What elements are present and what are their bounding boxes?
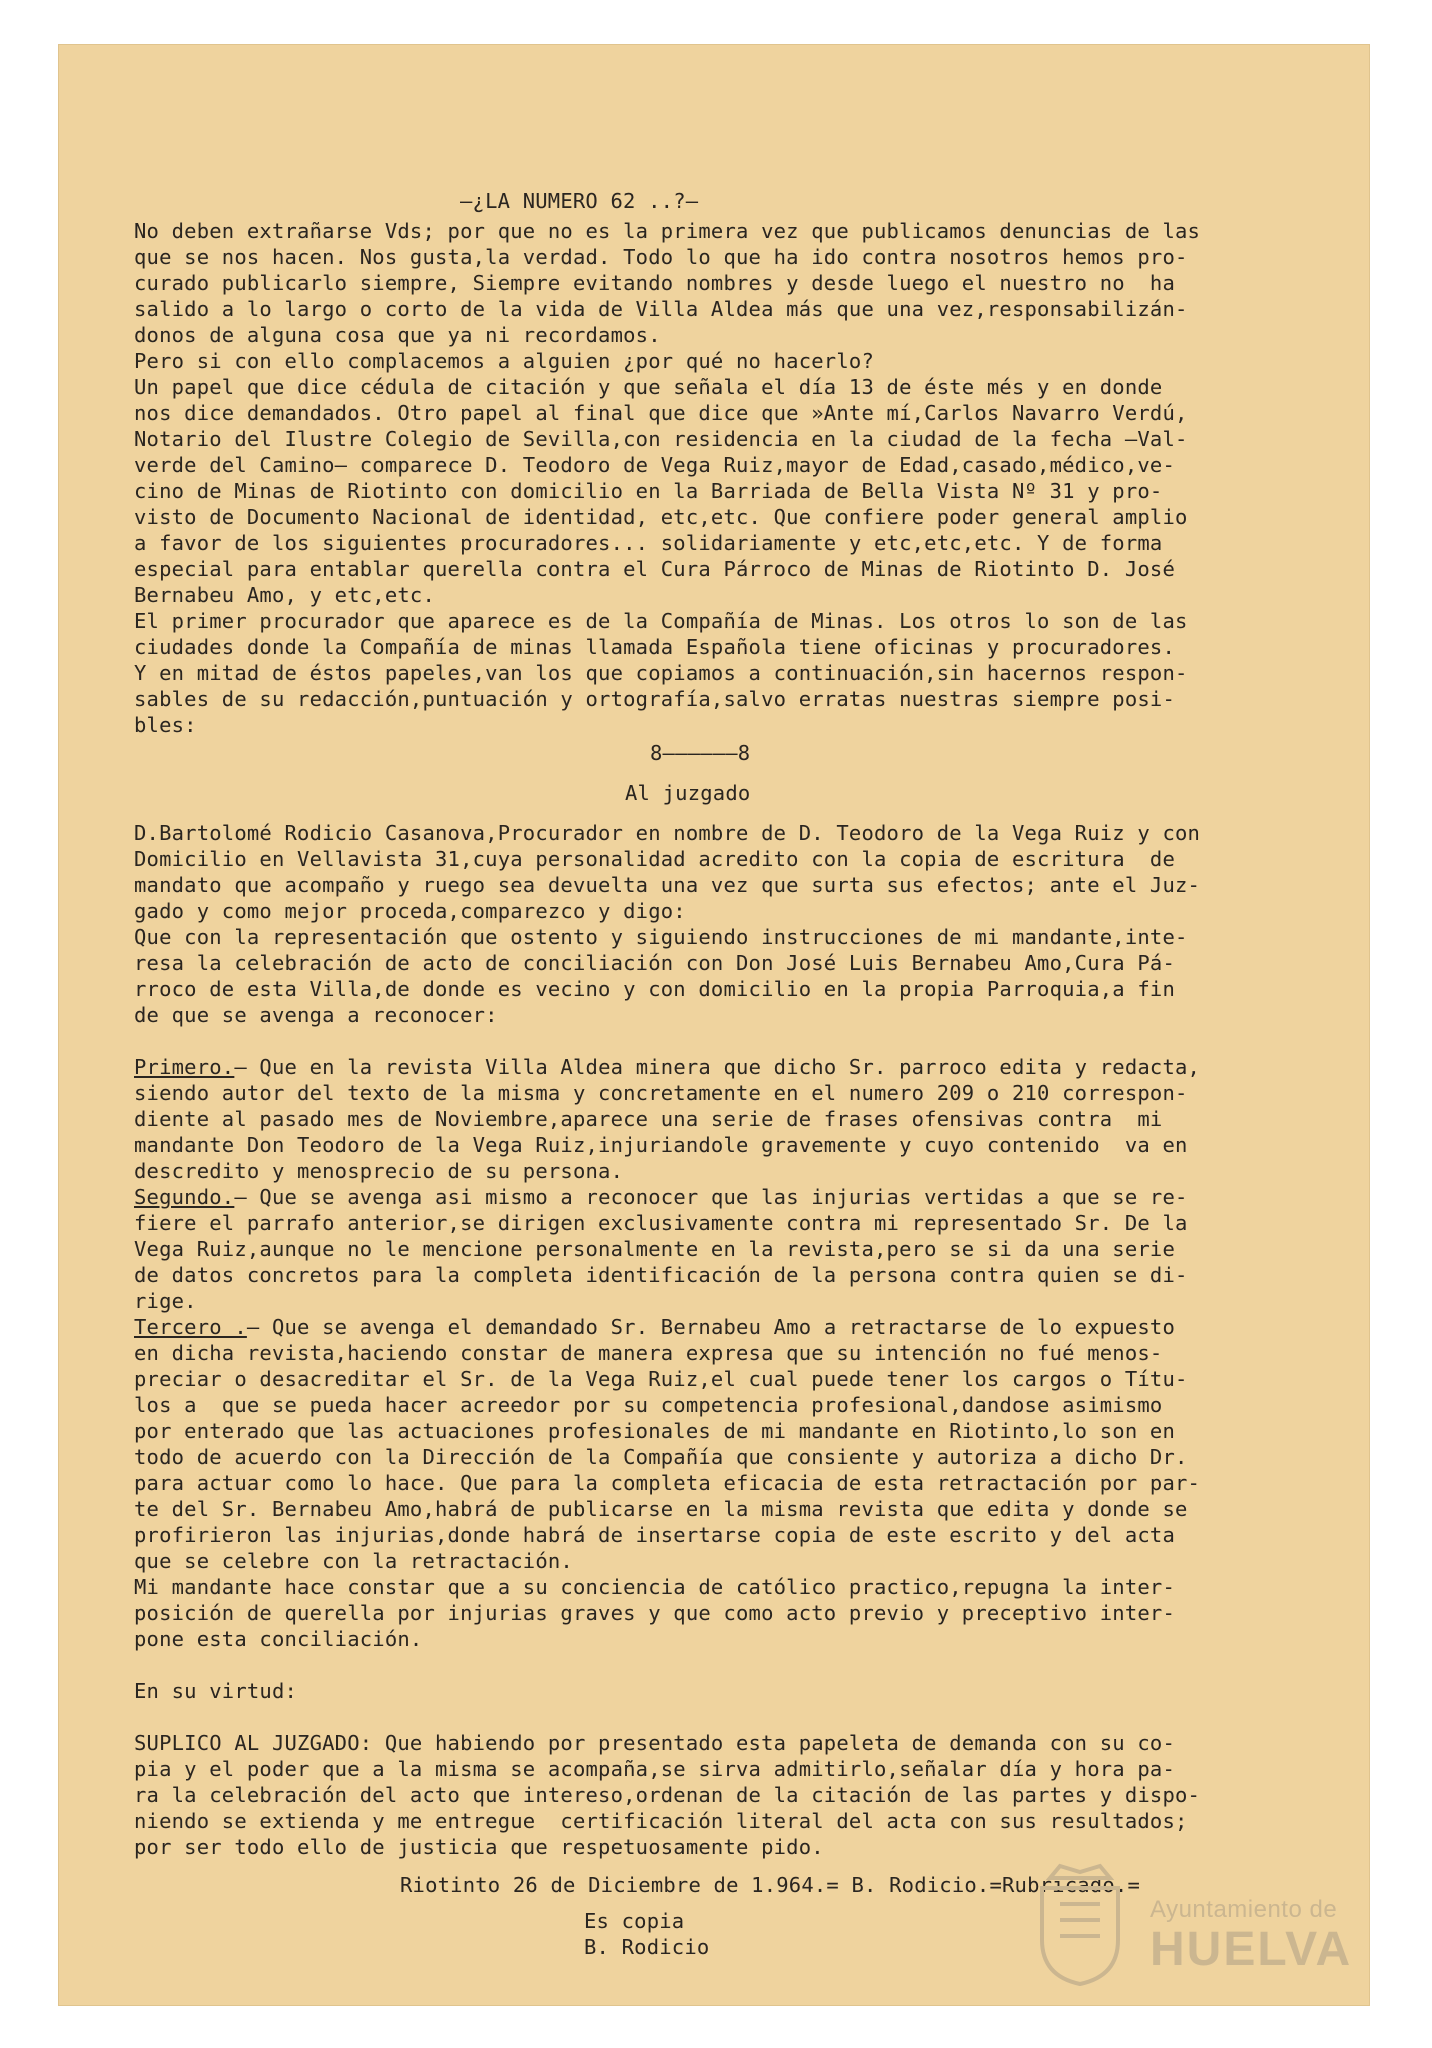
text-line: – Que se avenga el demandado Sr. Bernabeu Amo a retractarse de lo expuesto	[246, 1315, 1176, 1339]
text-line: rige.	[134, 1289, 197, 1313]
text-line: que se celebre con la retractación.	[134, 1549, 573, 1573]
text-line: gado y como mejor proceda,comparezco y digo:	[134, 899, 686, 923]
text-line: pia y el poder que a la misma se acompaña,se sirva admitirlo,señalar día y hora pa-	[134, 1757, 1175, 1781]
virtud-line: En su virtud:	[134, 1679, 298, 1703]
text-line: salido a lo largo o corto de la vida de Villa Aldea más que una vez,responsabilizán-	[134, 297, 1188, 321]
text-line: niendo se extienda y me entregue certificación literal del acta con sus resultados;	[134, 1809, 1188, 1833]
section-heading: Al juzgado	[625, 781, 751, 805]
text-line: – Que se avenga asi mismo a reconocer que las injurias vertidas a que se re-	[234, 1185, 1188, 1209]
text-line: que se nos hacen. Nos gusta,la verdad. Todo lo que ha ido contra nosotros hemos pro-	[134, 245, 1188, 269]
text-line: SUPLICO AL JUZGADO: Que habiendo por presentado esta papeleta de demanda con su co-	[134, 1731, 1175, 1755]
text-line: Que con la representación que ostento y siguiendo instrucciones de mi mandante,inte-	[134, 925, 1188, 949]
primero-clause	[134, 1054, 1284, 1184]
separator-mark: 8——————8	[650, 741, 751, 765]
text-line: de que se avenga a reconocer:	[134, 1003, 498, 1027]
text-line: siendo autor del texto de la misma y concretamente en el numero 209 o 210 correspon-	[134, 1081, 1188, 1105]
clause-label: Tercero .	[134, 1315, 247, 1339]
text-line: Pero si con ello complacemos a alguien ¿por qué no hacerlo?	[134, 349, 874, 373]
text-line: Vega Ruiz,aunque no le mencione personalmente en la revista,pero se si da una serie	[134, 1237, 1175, 1261]
text-line: profirieron las injurias,donde habrá de insertarse copia de este escrito y del acta	[134, 1523, 1175, 1547]
text-line: verde del Camino– comparece D. Teodoro de Vega Ruiz,mayor de Edad,casado,médico,ve-	[134, 453, 1175, 477]
text-line: – Que en la revista Villa Aldea minera que dicho Sr. parroco edita y redacta,	[234, 1055, 1201, 1079]
text-line: donos de alguna cosa que ya ni recordamos.	[134, 323, 661, 347]
document-title: –¿LA NUMERO 62 ..?–	[460, 189, 699, 213]
tercero-clause	[134, 1314, 1284, 1652]
text-line: preciar o desacreditar el Sr. de la Vega Ruiz,el cual puede tener los cargos o Títu-	[134, 1367, 1188, 1391]
text-line: de datos concretos para la completa identificación de la persona contra quien se di-	[134, 1263, 1188, 1287]
text-line: Un papel que dice cédula de citación y que señala el día 13 de éste més y en donde	[134, 375, 1163, 399]
separator	[134, 740, 1284, 774]
text-line: Notario del Ilustre Colegio de Sevilla,con residencia en la ciudad de la fecha –Val-	[134, 427, 1188, 451]
text-line: especial para entablar querella contra el Cura Párroco de Minas de Riotinto D. José	[134, 557, 1175, 581]
clause-label: Primero.	[134, 1055, 235, 1079]
text-line: a favor de los siguientes procuradores... solidariamente y etc,etc,etc. Y de forma	[134, 531, 1163, 555]
text-line: mandante Don Teodoro de la Vega Ruiz,injuriandole gravemente y cuyo contenido va en	[134, 1133, 1188, 1157]
text-line: cino de Minas de Riotinto con domicilio en la Barriada de Bella Vista Nº 31 y pro-	[134, 479, 1163, 503]
text-line: te del Sr. Bernabeu Amo,habrá de publicarse en la misma revista que edita y donde se	[134, 1497, 1188, 1521]
text-line: descredito y menosprecio de su persona.	[134, 1159, 624, 1183]
text-line: D.Bartolomé Rodicio Casanova,Procurador en nombre de D. Teodoro de la Vega Ruiz y con	[134, 821, 1201, 845]
text-line: todo de acuerdo con la Dirección de la Compañía que consiente y autoriza a dicho Dr.	[134, 1445, 1188, 1469]
text-line: para actuar como lo hace. Que para la completa eficacia de esta retractación por par-	[134, 1471, 1201, 1495]
text-line: fiere el parrafo anterior,se dirigen exclusivamente contra mi representado Sr. De la	[134, 1211, 1188, 1235]
text-line: resa la celebración de acto de conciliación con Don José Luis Bernabeu Amo,Cura Pá-	[134, 951, 1175, 975]
copy-signature: B. Rodicio	[584, 1935, 710, 1959]
watermark-line1: Ayuntamiento de	[1150, 1896, 1338, 1923]
watermark-line2: HUELVA	[1150, 1923, 1353, 1976]
document-body	[134, 188, 1284, 1960]
watermark	[1150, 1898, 1352, 1974]
coat-of-arms-icon	[1020, 1858, 1140, 1988]
text-line: diente al pasado mes de Noviembre,aparece una serie de frases ofensivas contra mi	[134, 1107, 1163, 1131]
text-line: por enterado que las actuaciones profesionales de mi mandante en Riotinto,lo son en	[134, 1419, 1175, 1443]
text-line: los a que se pueda hacer acreedor por su competencia profesional,dandose asimismo	[134, 1393, 1163, 1417]
text-line: mandato que acompaño y ruego sea devuelta una vez que surta sus efectos; ante el Juz-	[134, 873, 1201, 897]
text-line: en dicha revista,haciendo constar de manera expresa que su intención no fué menos-	[134, 1341, 1163, 1365]
text-line: Y en mitad de éstos papeles,van los que copiamos a continuación,sin hacernos respon-	[134, 661, 1188, 685]
text-line: por ser todo ello de justicia que respetuosamente pido.	[134, 1835, 824, 1859]
signature-line: Riotinto 26 de Diciembre de 1.964.= B. Rodicio.=Rubricado.=	[400, 1873, 1140, 1897]
clause-label: Segundo.	[134, 1185, 235, 1209]
segundo-clause	[134, 1184, 1284, 1314]
text-line: pone esta conciliación.	[134, 1627, 423, 1651]
text-line: visto de Documento Nacional de identidad, etc,etc. Que confiere poder general amplio	[134, 505, 1188, 529]
copy-line: Es copia	[584, 1909, 685, 1933]
intro-paragraph	[134, 218, 1284, 738]
text-line: curado publicarlo siempre, Siempre evitando nombres y desde luego el nuestro no ha	[134, 271, 1175, 295]
suplico-paragraph	[134, 1730, 1284, 1860]
text-line: No deben extrañarse Vds; por que no es la primera vez que publicamos denuncias de las	[134, 219, 1201, 243]
body-paragraph	[134, 820, 1284, 1028]
text-line: ciudades donde la Compañía de minas llamada Española tiene oficinas y procuradores.	[134, 635, 1175, 659]
text-line: nos dice demandados. Otro papel al final que dice que »Ante mí,Carlos Navarro Verdú,	[134, 401, 1188, 425]
text-line: bles:	[134, 713, 197, 737]
text-line: rroco de esta Villa,de donde es vecino y con domicilio en la propia Parroquia,a fin	[134, 977, 1175, 1001]
text-line: sables de su redacción,puntuación y ortografía,salvo erratas nuestras siempre posi-	[134, 687, 1175, 711]
text-line: ra la celebración del acto que intereso,ordenan de la citación de las partes y dispo-	[134, 1783, 1201, 1807]
text-line: Domicilio en Vellavista 31,cuya personalidad acredito con la copia de escritura de	[134, 847, 1175, 871]
text-line: Bernabeu Amo, y etc,etc.	[134, 583, 436, 607]
text-line: El primer procurador que aparece es de la Compañía de Minas. Los otros lo son de las	[134, 609, 1188, 633]
text-line: Mi mandante hace constar que a su conciencia de católico practico,repugna la inter-	[134, 1575, 1175, 1599]
text-line: posición de querella por injurias graves y que como acto previo y preceptivo inter-	[134, 1601, 1175, 1625]
